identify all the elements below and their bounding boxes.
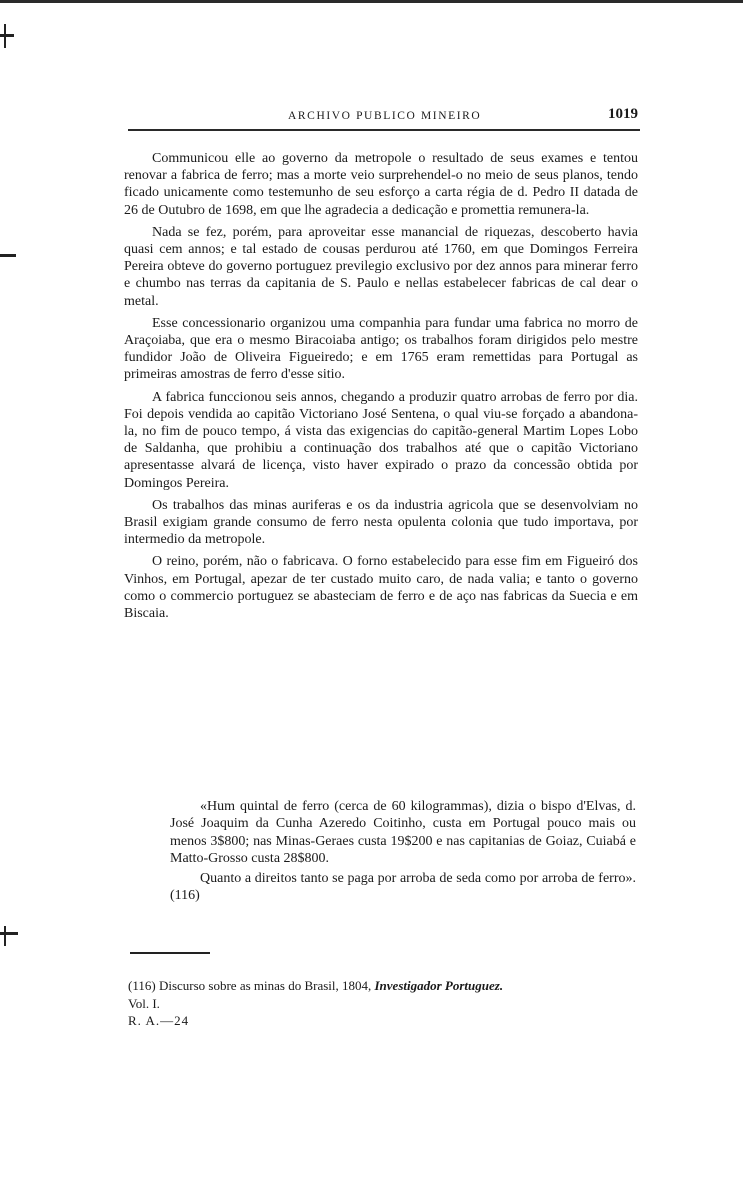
paragraph: Os trabalhos das minas auriferas e os da industria agricola que se desenvolviam no Brasil exigiam grande consumo de ferro nesta opulenta colonia que tudo importava, por intermedio da metropole. bbox=[124, 497, 638, 548]
header-title: ARCHIVO PUBLICO MINEIRO bbox=[288, 110, 482, 122]
footnote-rule bbox=[130, 952, 210, 954]
header-rule bbox=[128, 129, 640, 131]
binding-mark bbox=[0, 932, 18, 935]
body-text bbox=[124, 150, 638, 622]
footnote-volume: Vol. I. bbox=[128, 996, 160, 1011]
signature-mark: R. A.—24 bbox=[128, 1013, 190, 1028]
footnote-number: (116) bbox=[128, 978, 156, 993]
paragraph: A fabrica funccionou seis annos, chegando a produzir quatro arrobas de ferro por dia. Foi depois vendida ao capitão Victoriano José Sentena, o qual viu-se forçado a abandona-la, no fim de pouco tempo, á vista das exigencias do capitão-general Martim Lopes Lobo de Saldanha, que prohibiu a continuação dos trabalhos até que o capitão Victoriano apresentasse alvará de licença, visto haver expirado o prazo da concessão obtida por Domingos Pereira. bbox=[124, 389, 638, 491]
footnote-text: Discurso sobre as minas do Brasil, 1804, bbox=[158, 978, 372, 993]
quote-paragraph: Quanto a direitos tanto se paga por arroba de seda como por arroba de ferro». (116) bbox=[170, 870, 636, 904]
footnote-journal: Investigador Portuguez. bbox=[374, 978, 504, 993]
paragraph: Nada se fez, porém, para aproveitar esse manancial de riquezas, descoberto havia quasi cem annos; e tal estado de cousas perdurou até 1760, em que Domingos Ferreira Pereira obteve do governo portuguez previlegio exclusivo por dez annos para minerar ferro e chumbo nas terras da capitania de S. Paulo e nellas estabelecer fabricas de cal dear o metal. bbox=[124, 224, 638, 309]
binding-mark bbox=[0, 254, 16, 257]
footnote bbox=[128, 977, 640, 1013]
paragraph: Esse concessionario organizou uma companhia para fundar uma fabrica no morro de Araçoiaba, que era o mesmo Biracoiaba antigo; os trabalhos foram dirigidos pelo mestre fundidor João de Oliveira Figueiredo; e em 1765 eram remettidas para Portugal as primeiras amostras de ferro d'esse sitio. bbox=[124, 315, 638, 383]
binding-mark bbox=[0, 34, 14, 37]
page-number: 1019 bbox=[608, 106, 638, 122]
footnote-line bbox=[128, 977, 640, 995]
binding-mark bbox=[4, 926, 6, 946]
paragraph: O reino, porém, não o fabricava. O forno estabelecido para esse fim em Figueiró dos Vinhos, em Portugal, apezar de ter custado muito caro, de nada valia; e tanto o governo como o commercio portuguez se abasteciam de ferro e de aço nas fabricas da Suecia e em Biscaia. bbox=[124, 554, 638, 622]
quote-paragraph: «Hum quintal de ferro (cerca de 60 kilogrammas), dizia o bispo d'Elvas, d. José Joaquim da Cunha Azeredo Coitinho, custa em Portugal pouco mais ou menos 3$800; nas Minas-Geraes custa 19$200 e nas capitanias de Goiaz, Cuiabá e Matto-Grosso custa 28$800. bbox=[170, 799, 636, 867]
block-quote bbox=[170, 798, 636, 904]
binding-mark bbox=[4, 24, 6, 48]
top-edge-rule bbox=[0, 0, 743, 3]
running-header bbox=[128, 106, 640, 130]
paragraph: Communicou elle ao governo da metropole o resultado de seus exames e tentou renovar a fabrica de ferro; mas a morte veio surprehendel-o no meio de seus planos, tendo ficado unicamente como testemunho de seu esforço a carta régia de d. Pedro II datada de 26 de Outubro de 1698, em que lhe agradecia a dedicação e promettia remunera-la. bbox=[124, 151, 638, 218]
